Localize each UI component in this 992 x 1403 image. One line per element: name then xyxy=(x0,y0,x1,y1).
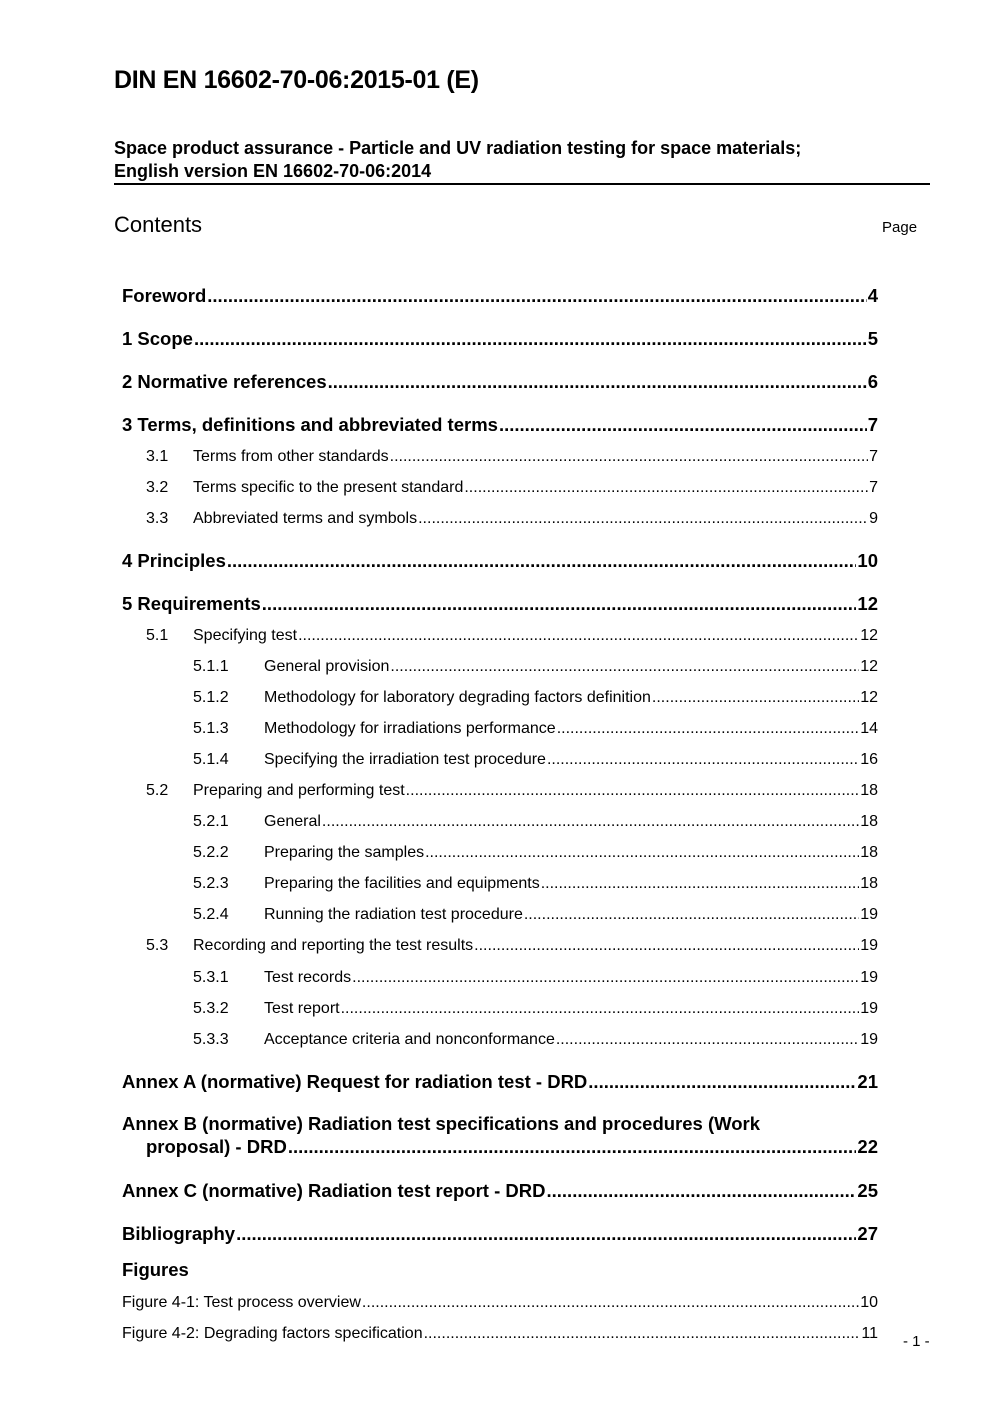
toc-entry-5-1[interactable] xyxy=(146,627,878,645)
toc-leader-dots xyxy=(262,593,857,615)
toc-entry-5-3[interactable] xyxy=(146,937,878,955)
toc-page: 22 xyxy=(857,1136,878,1157)
toc-title: Running the radiation test procedure xyxy=(264,906,523,923)
toc-page: 12 xyxy=(860,658,878,675)
toc-title: General xyxy=(264,813,321,830)
figure-entry-4-1[interactable] xyxy=(122,1294,878,1312)
page-column-label: Page xyxy=(882,219,918,236)
toc-number: 5.3.3 xyxy=(193,1031,229,1048)
toc-title: Test records xyxy=(264,969,352,986)
toc-number: 5.2.4 xyxy=(193,906,229,923)
toc-leader-dots xyxy=(322,813,859,831)
document-title: DIN EN 16602-70-06:2015-01 (E) xyxy=(114,66,479,94)
toc-title: Terms from other standards xyxy=(193,448,389,465)
toc-number: 5.1.3 xyxy=(193,720,229,737)
toc-leader-dots xyxy=(547,1180,857,1202)
toc-page: 18 xyxy=(860,782,878,799)
figure-title: Figure 4-1: Test process overview xyxy=(122,1294,361,1311)
toc-entry-3-3[interactable] xyxy=(146,510,878,528)
toc-leader-dots xyxy=(328,371,867,393)
toc-page: 7 xyxy=(869,448,878,465)
toc-leader-dots xyxy=(652,689,859,707)
toc-number: 5.3.1 xyxy=(193,969,229,986)
toc-page: 19 xyxy=(860,1000,878,1017)
toc-number: 5.3 xyxy=(146,937,169,954)
toc-leader-dots xyxy=(298,627,859,645)
toc-page: 27 xyxy=(857,1223,878,1244)
toc-page: 21 xyxy=(857,1071,878,1092)
toc-leader-dots xyxy=(541,875,859,893)
toc-leader-dots xyxy=(474,937,859,955)
toc-number: 3.1 xyxy=(146,448,169,465)
toc-page: 7 xyxy=(869,479,878,496)
figure-title: Figure 4-2: Degrading factors specification xyxy=(122,1325,423,1342)
toc-entry-3-1[interactable] xyxy=(146,448,878,466)
toc-page: 18 xyxy=(860,844,878,861)
subtitle-line-2: English version EN 16602-70-06:2014 xyxy=(114,161,432,181)
toc-title: 5 Requirements xyxy=(122,593,261,614)
toc-page: 12 xyxy=(857,593,878,614)
toc-page: 19 xyxy=(860,937,878,954)
toc-page: 18 xyxy=(860,875,878,892)
toc-number: 5.2 xyxy=(146,782,169,799)
toc-entry-terms[interactable] xyxy=(122,414,878,436)
document-subtitle xyxy=(114,137,801,183)
toc-number: 5.1.1 xyxy=(193,658,229,675)
toc-title: Test report xyxy=(264,1000,340,1017)
toc-leader-dots xyxy=(207,285,866,307)
toc-title: Foreword xyxy=(122,285,207,306)
header-rule xyxy=(114,183,930,185)
toc-leader-dots xyxy=(556,1031,859,1049)
toc-number: 5.2.3 xyxy=(193,875,229,892)
toc-page: 25 xyxy=(857,1180,878,1201)
toc-leader-dots xyxy=(424,1325,861,1343)
toc-leader-dots xyxy=(236,1223,856,1245)
toc-entry-5-1-3[interactable] xyxy=(193,720,878,738)
toc-leader-dots xyxy=(464,479,868,497)
toc-entry-scope[interactable] xyxy=(122,328,878,350)
contents-heading: Contents xyxy=(114,212,203,237)
toc-title: Preparing and performing test xyxy=(193,782,405,799)
figure-entry-4-2[interactable] xyxy=(122,1325,878,1343)
page-number: - 1 - xyxy=(903,1333,930,1350)
toc-page: 19 xyxy=(860,906,878,923)
toc-page: 10 xyxy=(857,550,878,571)
toc-entry-annex-b-line-1[interactable]: Annex B (normative) Radiation test specifications and procedures (Work xyxy=(122,1113,761,1134)
toc-title: Bibliography xyxy=(122,1223,236,1244)
figure-page: 10 xyxy=(860,1294,878,1311)
toc-title: 2 Normative references xyxy=(122,371,327,392)
toc-page: 4 xyxy=(867,285,878,306)
toc-page: 18 xyxy=(860,813,878,830)
toc-title: Methodology for laboratory degrading factors definition xyxy=(264,689,651,706)
toc-number: 5.3.2 xyxy=(193,1000,229,1017)
toc-entry-bibliography[interactable] xyxy=(122,1223,878,1245)
toc-number: 5.1.2 xyxy=(193,689,229,706)
toc-title: proposal) - DRD xyxy=(146,1136,287,1157)
figure-page: 11 xyxy=(861,1325,878,1342)
toc-entry-foreword[interactable] xyxy=(122,285,878,307)
toc-number: 5.2.1 xyxy=(193,813,229,830)
toc-title: 1 Scope xyxy=(122,328,193,349)
toc-number: 5.1 xyxy=(146,627,169,644)
toc-leader-dots xyxy=(194,328,867,350)
toc-page: 12 xyxy=(860,627,878,644)
toc-entry-5-2-2[interactable] xyxy=(193,844,878,862)
toc-number: 3.2 xyxy=(146,479,169,496)
toc-title: 4 Principles xyxy=(122,550,226,571)
toc-entry-5-3-3[interactable] xyxy=(193,1031,878,1049)
toc-title: General provision xyxy=(264,658,390,675)
toc-page: 5 xyxy=(867,328,878,349)
toc-title: 3 Terms, definitions and abbreviated terms xyxy=(122,414,498,435)
toc-entry-5-1-4[interactable] xyxy=(193,751,878,769)
toc-title: Terms specific to the present standard xyxy=(193,479,464,496)
toc-leader-dots xyxy=(390,658,859,676)
subtitle-line-1: Space product assurance - Particle and UV radiation testing for space materials; xyxy=(114,138,802,158)
toc-page: 16 xyxy=(860,751,878,768)
toc-leader-dots xyxy=(352,969,859,987)
toc-leader-dots xyxy=(588,1071,856,1093)
figures-heading: Figures xyxy=(122,1259,189,1280)
toc-leader-dots xyxy=(288,1136,857,1158)
toc-leader-dots xyxy=(341,1000,860,1018)
toc-leader-dots xyxy=(390,448,868,466)
toc-entry-5-2-4[interactable] xyxy=(193,906,878,924)
toc-entry-annex-c[interactable] xyxy=(122,1180,878,1202)
toc-entry-requirements[interactable] xyxy=(122,593,878,615)
toc-number: 5.1.4 xyxy=(193,751,229,768)
toc-entry-5-3-2[interactable] xyxy=(193,1000,878,1018)
toc-number: 5.2.2 xyxy=(193,844,229,861)
toc-entry-5-2[interactable] xyxy=(146,782,878,800)
toc-entry-5-2-1[interactable] xyxy=(193,813,878,831)
toc-entry-5-3-1[interactable] xyxy=(193,969,878,987)
toc-leader-dots xyxy=(547,751,859,769)
toc-page: 19 xyxy=(860,1031,878,1048)
toc-page: 6 xyxy=(867,371,878,392)
toc-title: Acceptance criteria and nonconformance xyxy=(264,1031,555,1048)
toc-leader-dots xyxy=(524,906,859,924)
toc-leader-dots xyxy=(227,550,857,572)
toc-title: Preparing the facilities and equipments xyxy=(264,875,540,892)
toc-leader-dots xyxy=(499,414,867,436)
toc-entry-annex-b[interactable] xyxy=(146,1136,878,1158)
toc-title: Abbreviated terms and symbols xyxy=(193,510,418,527)
toc-entry-normative-references[interactable] xyxy=(122,371,878,393)
toc-page: 9 xyxy=(869,510,878,527)
toc-leader-dots xyxy=(418,510,868,528)
toc-title: Annex C (normative) Radiation test report - DRD xyxy=(122,1180,546,1201)
toc-entry-annex-a[interactable] xyxy=(122,1071,878,1093)
toc-leader-dots xyxy=(362,1294,859,1312)
toc-title: Annex A (normative) Request for radiation test - DRD xyxy=(122,1071,588,1092)
toc-page: 7 xyxy=(867,414,878,435)
toc-entry-5-1-1[interactable] xyxy=(193,658,878,676)
toc-entry-principles[interactable] xyxy=(122,550,878,572)
toc-page: 19 xyxy=(860,969,878,986)
toc-number: 3.3 xyxy=(146,510,169,527)
toc-entry-5-1-2[interactable] xyxy=(193,689,878,707)
toc-leader-dots xyxy=(406,782,860,800)
toc-leader-dots xyxy=(425,844,859,862)
toc-title: Recording and reporting the test results xyxy=(193,937,474,954)
toc-page: 14 xyxy=(860,720,878,737)
toc-title: Methodology for irradiations performance xyxy=(264,720,556,737)
toc-entry-5-2-3[interactable] xyxy=(193,875,878,893)
toc-leader-dots xyxy=(557,720,860,738)
toc-page: 12 xyxy=(860,689,878,706)
toc-entry-3-2[interactable] xyxy=(146,479,878,497)
toc-title: Specifying the irradiation test procedure xyxy=(264,751,546,768)
toc-title: Preparing the samples xyxy=(264,844,425,861)
toc-title: Specifying test xyxy=(193,627,298,644)
